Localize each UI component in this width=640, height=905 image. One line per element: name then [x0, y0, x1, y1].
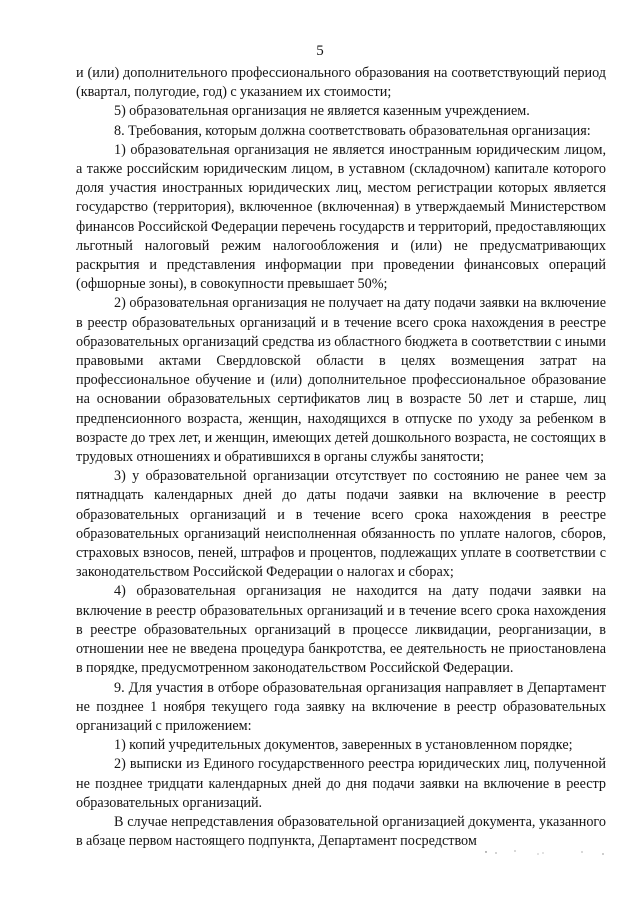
paragraph-section-8-item-3: 3) у образовательной организации отсутствует по состоянию не ранее чем за пятнадцать календарных дней до даты подачи заявки на включение в реестр образовательных организаций и в течение всего срока нахождения в реестре образовательных организаций неисполненная обязанность по уплате налогов, сборов, страховых взносов, пеней, штрафов и процентов, подлежащих уплате в соответствии с законодательством Российской Федерации о налогах и сборах; — [76, 468, 606, 581]
document-body — [76, 64, 606, 851]
paragraph-continuation: и (или) дополнительного профессионального образования на соответствующий период (квартал, полугодие, год) с указанием их стоимости; — [76, 65, 606, 101]
page-number: 5 — [316, 43, 324, 59]
scan-specks-decoration — [482, 848, 612, 858]
paragraph-section-9-item-1: 1) копий учредительных документов, заверенных в установленном порядке; — [114, 737, 573, 754]
paragraph-section-8-item-4: 4) образовательная организация не находится на дату подачи заявки на включение в реестр образовательных организаций и в течение всего срока нахождения в реестре образовательных организаций в процессе ликвидации, реорганизации, в отношении нее не введена процедура банкротства, ее деятельность не приостановлена в порядке, предусмотренном законодательством Российской Федерации. — [76, 583, 606, 677]
paragraph-section-8-item-1: 1) образовательная организация не является иностранным юридическим лицом, а также российским юридическим лицом, в уставном (складочном) капитале которого доля участия иностранных юридических лиц, местом регистрации которых является государство (территория), включенное (включенная) в утверждаемый Министерством финансов Российской Федерации перечень государств и территорий, предоставляющих льготный налоговый режим налогообложения и (или) не предусматривающих раскрытия и представления информации при проведении финансовых операций (офшорные зоны), в совокупности превышает 50%; — [76, 141, 606, 293]
paragraph-section-8-item-2: 2) образовательная организация не получает на дату подачи заявки на включение в реестр образовательных организаций и в течение всего срока нахождения в реестре образовательных организаций средства из областного бюджета в соответствии с иными правовыми актами Свердловской области в целях возмещения затрат на профессиональное обучение и (или) дополнительное профессиональное образование на основании образовательных сертификатов лиц в возрасте 50 лет и старше, лиц предпенсионного возраста, женщин, находящихся в отпуске по уходу за ребенком в возрасте до трех лет, и женщин, имеющих детей дошкольного возраста, не состоящих в трудовых отношениях и обратившихся в органы службы занятости; — [76, 295, 606, 466]
paragraph-item-5: 5) образовательная организация не является казенным учреждением. — [114, 103, 530, 120]
paragraph-section-9-heading: 9. Для участия в отборе образовательная организация направляет в Департамент не позднее 1 ноября текущего года заявку на включение в реестр образовательных организаций с приложением: — [76, 679, 606, 734]
paragraph-section-9-item-2: 2) выписки из Единого государственного реестра юридических лиц, полученной не позднее тридцати календарных дней до дня подачи заявки на включение в реестр образовательных организаций. — [76, 756, 606, 811]
paragraph-section-9-note: В случае непредставления образовательной организацией документа, указанного в абзаце первом настоящего подпункта, Департамент посредством — [76, 813, 606, 850]
paragraph-section-8-heading: 8. Требования, которым должна соответствовать образовательная организация: — [114, 122, 591, 139]
